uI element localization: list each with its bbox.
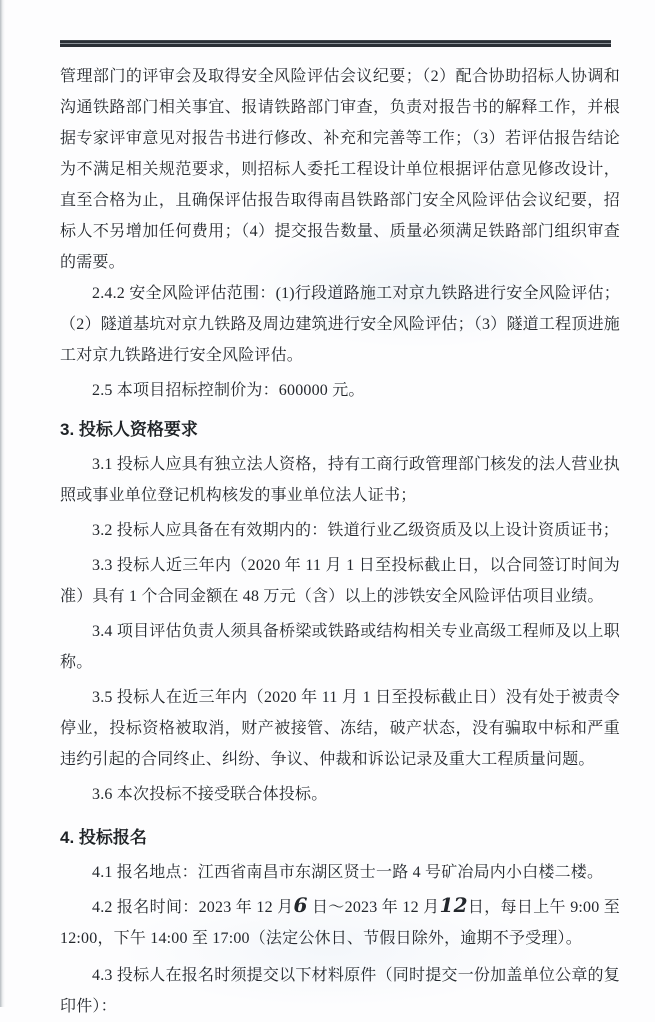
section-heading-4: 4. 投标报名 [60,828,147,847]
paragraph-4-3: 4.3 投标人在报名时须提交以下材料原件（同时提交一份加盖单位公章的复印件）： [60,967,620,1015]
text-segment: 日～2023 年 12 月 [307,899,440,916]
paragraph-3-5: 3.5 投标人在近三年内（2020 年 11 月 1 日至投标截止日）没有处于被责令停业，投标资格被取消，财产被接管、冻结，破产状态，没有骗取中标和严重违约引起的合同终止、纠纷、争议、仲裁和诉讼记录及重大工程质量问题。 [60,689,620,768]
scan-edge-artifact [0,0,5,1007]
paragraph-4-2 [60,892,620,954]
page-top-border-rule [60,40,611,47]
paragraph-continuation: 管理部门的评审会及取得安全风险评估会议纪要；（2）配合协助招标人协调和沟通铁路部门相关事宜、报请铁路部门审查，负责对报告书的解释工作，并根据专家评审意见对报告书进行修改、补充和完善等工作；（3）若评估报告结论为不满足相关规范要求，则招标人委托工程设计单位根据评估意见修改设计，直至合格为止，且确保评估报告取得南昌铁路部门安全风险评估会议纪要，招标人不另增加任何费用；（4）提交报告数量、质量必须满足铁路部门组织审查的需要。 [60,68,620,271]
section-heading-3: 3. 投标人资格要求 [60,420,198,439]
paragraph-4-1: 4.1 报名地点：江西省南昌市东湖区贤士一路 4 号矿冶局内小白楼二楼。 [92,864,604,881]
paragraph-2-5: 2.5 本项目招标控制价为：600000 元。 [92,382,365,399]
paragraph-2-4-2: 2.4.2 安全风险评估范围：(1)行段道路施工对京九铁路进行安全风险评估；（2）隧道基坑对京九铁路及周边建筑进行安全风险评估；（3）隧道工程顶进施工对京九铁路进行安全风险评估。 [60,285,620,364]
document-content [60,61,620,1022]
handwritten-end-day: 12 [439,893,468,917]
paragraph-3-4: 3.4 项目评估负责人须具备桥梁或铁路或结构相关专业高级工程师及以上职称。 [60,623,620,671]
paragraph-3-3: 3.3 投标人近三年内（2020 年 11 月 1 日至投标截止日，以合同签订时间为准）具有 1 个合同金额在 48 万元（含）以上的涉铁安全风险评估项目业绩。 [60,557,620,605]
paragraph-3-2: 3.2 投标人应具备在有效期内的：铁道行业乙级资质及以上设计资质证书； [92,522,620,539]
text-segment: 4.2 报名时间：2023 年 12 月 [92,899,294,916]
paragraph-3-1: 3.1 投标人应具有独立法人资格，持有工商行政管理部门核发的法人营业执照或事业单位登记机构核发的事业单位法人证书； [60,456,620,504]
text-segment: 日，每日上午 9:00 至 12:00，下午 14:00 至 17:00（法定公休日、节假日除外，逾期不予受理）。 [60,899,620,947]
paragraph-3-6: 3.6 本次投标不接受联合体投标。 [92,786,328,803]
handwritten-start-day: 6 [293,893,308,917]
